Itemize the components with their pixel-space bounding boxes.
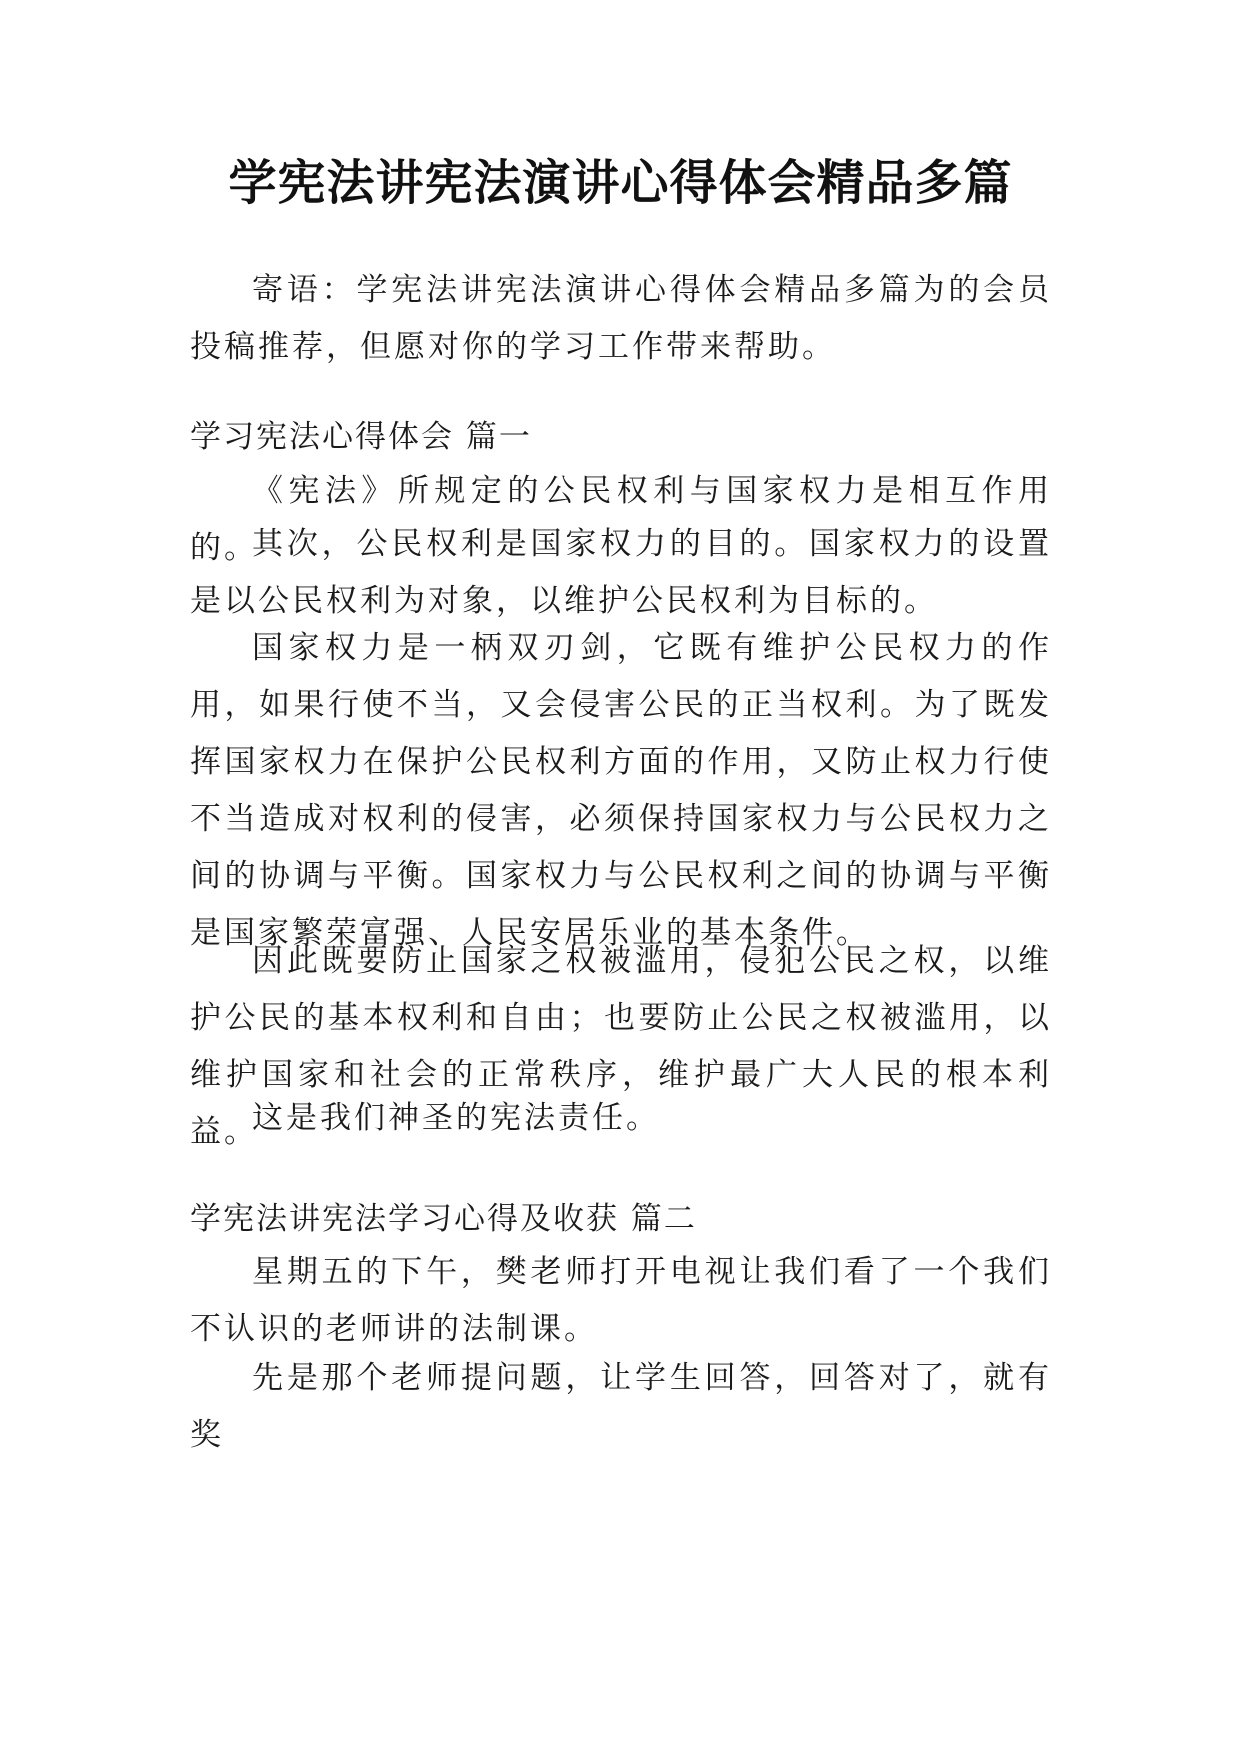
section1-paragraph-2: 其次，公民权利是国家权力的目的。国家权力的设置是以公民权利为对象，以维护公民权利为目标的。 bbox=[190, 526, 1052, 619]
section2-paragraph-2: 先是那个老师提问题，让学生回答，回答对了，就有奖 bbox=[190, 1360, 1052, 1453]
intro-paragraph: 寄语：学宪法讲宪法演讲心得体会精品多篇为的会员投稿推荐，但愿对你的学习工作带来帮助。 bbox=[190, 272, 1052, 365]
section-heading-2: 学宪法讲宪法学习心得及收获 篇二 bbox=[190, 1201, 697, 1237]
section2-paragraph-1: 星期五的下午，樊老师打开电视让我们看了一个我们不认识的老师讲的法制课。 bbox=[190, 1254, 1052, 1347]
document-title: 学宪法讲宪法演讲心得体会精品多篇 bbox=[228, 155, 1013, 211]
section1-paragraph-3: 国家权力是一柄双刃剑，它既有维护公民权力的作用，如果行使不当，又会侵害公民的正当权利。为了既发挥国家权力在保护公民权利方面的作用，又防止权力行使不当造成对权利的侵害，必须保持国家权力与公民权力之间的协调与平衡。国家权力与公民权利之间的协调与平衡是国家繁荣富强、人民安居乐业的基本条件。 bbox=[190, 630, 1052, 951]
section-heading-1: 学习宪法心得体会 篇一 bbox=[190, 419, 532, 455]
section1-paragraph-4: 因此既要防止国家之权被滥用，侵犯公民之权，以维护公民的基本权利和自由；也要防止公民之权被滥用，以维护国家和社会的正常秩序，维护最广大人民的根本利益。 bbox=[190, 943, 1052, 1150]
section1-paragraph-1: 《宪法》所规定的公民权利与国家权力是相互作用的。 bbox=[190, 473, 1052, 566]
section1-paragraph-5: 这是我们神圣的宪法责任。 bbox=[252, 1100, 660, 1136]
